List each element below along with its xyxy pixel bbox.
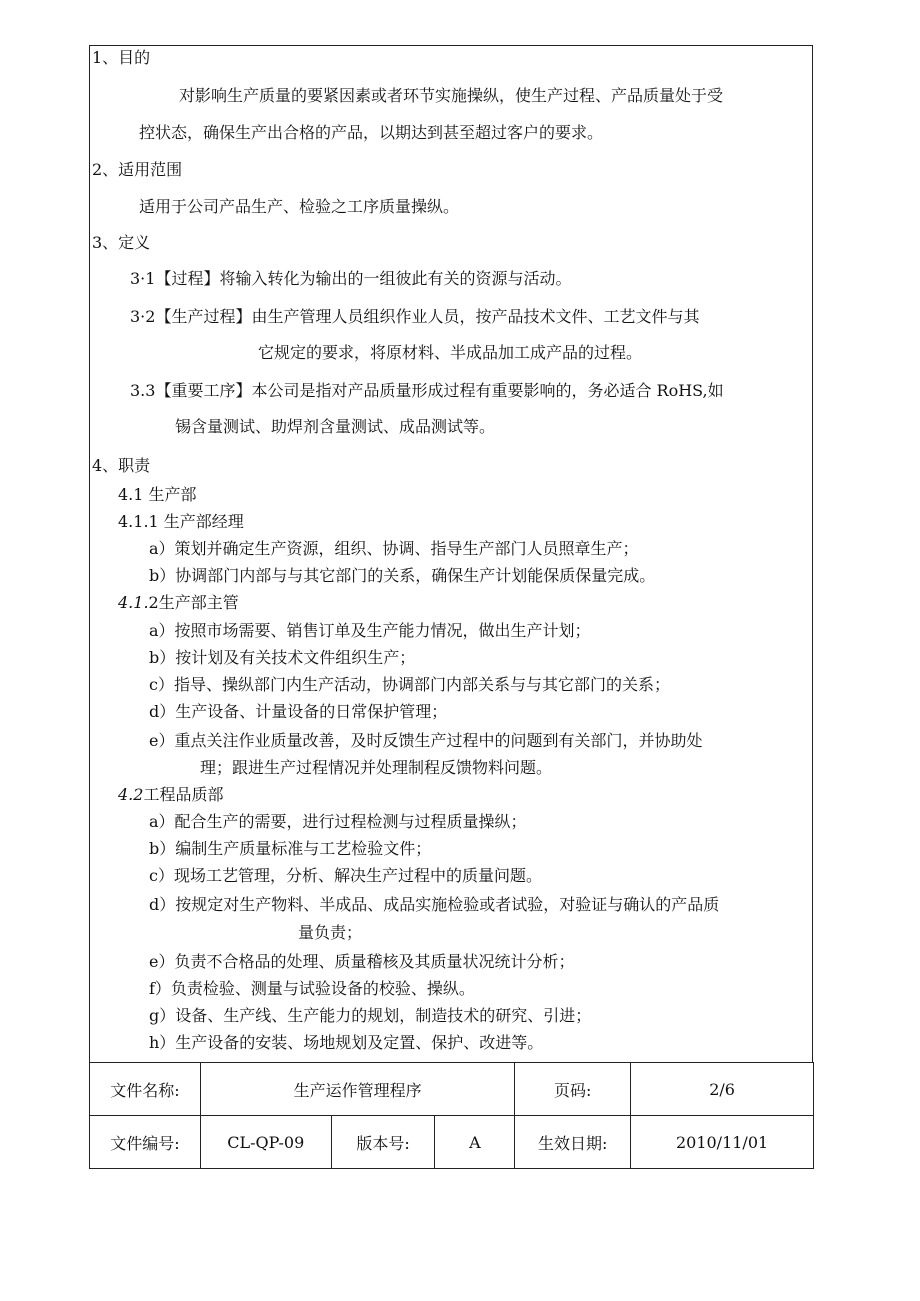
section-1-title: 1、目的 <box>92 48 151 67</box>
item-4-2-f: f）负责检验、测量与试验设备的校验、操纵。 <box>149 979 475 998</box>
item-4-1-1-b: b）协调部门内部与与其它部门的关系，确保生产计划能保质保量完成。 <box>149 566 656 585</box>
footer-row-2 <box>90 1116 814 1169</box>
definition-3-3-line2: 锡含量测试、助焊剂含量测试、成品测试等。 <box>175 417 496 436</box>
doc-name-label: 文件名称: <box>90 1063 201 1116</box>
subsection-4-1-2-title: 2生产部主管 <box>148 593 239 612</box>
effective-date-value: 2010/11/01 <box>631 1116 814 1169</box>
item-4-2-d-line2: 量负责； <box>298 923 363 942</box>
item-4-1-2-d: d）生产设备、计量设备的日常保护管理； <box>149 702 448 721</box>
document-footer-table <box>89 1062 814 1169</box>
item-4-2-h: h）生产设备的安装、场地规划及定置、保护、改进等。 <box>149 1033 544 1052</box>
subsection-4-2 <box>118 784 223 806</box>
item-4-2-d-line1: d）按规定对生产物料、半成品、成品实施检验或者试验，对验证与确认的产品质 <box>149 895 720 914</box>
page-value: 2/6 <box>631 1063 814 1116</box>
section-2-title: 2、适用范围 <box>92 160 183 179</box>
item-4-2-c: c）现场工艺管理，分析、解决生产过程中的质量问题。 <box>149 866 542 885</box>
item-4-2-b: b）编制生产质量标准与工艺检验文件； <box>149 839 432 858</box>
item-4-1-2-e-line2: 理；跟进生产过程情况并处理制程反馈物料问题。 <box>200 758 553 777</box>
definition-3-3-line1: 3.3【重要工序】本公司是指对产品质量形成过程有重要影响的，务必适合 RoHS,如 <box>130 381 724 400</box>
subsection-4-2-number: 4.2 <box>118 785 144 804</box>
version-label: 版本号: <box>331 1116 435 1169</box>
subsection-4-1-2 <box>118 592 239 614</box>
item-4-2-a: a）配合生产的需要，进行过程检测与过程质量操纵； <box>149 812 527 831</box>
item-4-1-2-c: c）指导、操纵部门内生产活动，协调部门内部关系与与其它部门的关系； <box>149 675 670 694</box>
subsection-4-1: 4.1 生产部 <box>118 485 197 504</box>
item-4-2-g: g）设备、生产线、生产能力的规划，制造技术的研究、引进； <box>149 1006 592 1025</box>
subsection-4-2-title: 工程品质部 <box>143 785 224 804</box>
section-1-para-line1: 对影响生产质量的要紧因素或者环节实施操纵，使生产过程、产品质量处于受 <box>179 86 724 105</box>
section-1-para-line2: 控状态，确保生产出合格的产品，以期达到甚至超过客户的要求。 <box>139 123 604 142</box>
definition-3-2-line2: 它规定的要求，将原材料、半成品加工成产品的过程。 <box>258 343 643 362</box>
section-2-para: 适用于公司产品生产、检验之工序质量操纵。 <box>139 197 460 216</box>
item-4-1-2-b: b）按计划及有关技术文件组织生产； <box>149 648 416 667</box>
footer-row-1 <box>90 1063 814 1116</box>
page-label: 页码: <box>515 1063 631 1116</box>
section-3-title: 3、定义 <box>92 233 151 252</box>
item-4-1-2-e-line1: e）重点关注作业质量改善，及时反馈生产过程中的问题到有关部门，并协助处 <box>149 731 703 750</box>
definition-3-2-line1: 3·2【生产过程】由生产管理人员组织作业人员，按产品技术文件、工艺文件与其 <box>130 307 700 326</box>
item-4-1-2-a: a）按照市场需要、销售订单及生产能力情况，做出生产计划； <box>149 621 591 640</box>
version-value: A <box>435 1116 515 1169</box>
effective-date-label: 生效日期: <box>515 1116 631 1169</box>
section-4-title: 4、职责 <box>92 456 151 475</box>
doc-no-label: 文件编号: <box>90 1116 201 1169</box>
doc-no-value: CL-QP-09 <box>200 1116 331 1169</box>
definition-3-1: 3·1【过程】将输入转化为输出的一组彼此有关的资源与活动。 <box>130 269 572 288</box>
subsection-4-1-1: 4.1.1 生产部经理 <box>118 512 244 531</box>
item-4-1-1-a: a）策划并确定生产资源，组织、协调、指导生产部门人员照章生产； <box>149 539 639 558</box>
doc-name-value: 生产运作管理程序 <box>200 1063 515 1116</box>
item-4-2-e: e）负责不合格品的处理、质量稽核及其质量状况统计分析； <box>149 952 575 971</box>
subsection-4-1-2-number: 4.1. <box>118 593 149 612</box>
